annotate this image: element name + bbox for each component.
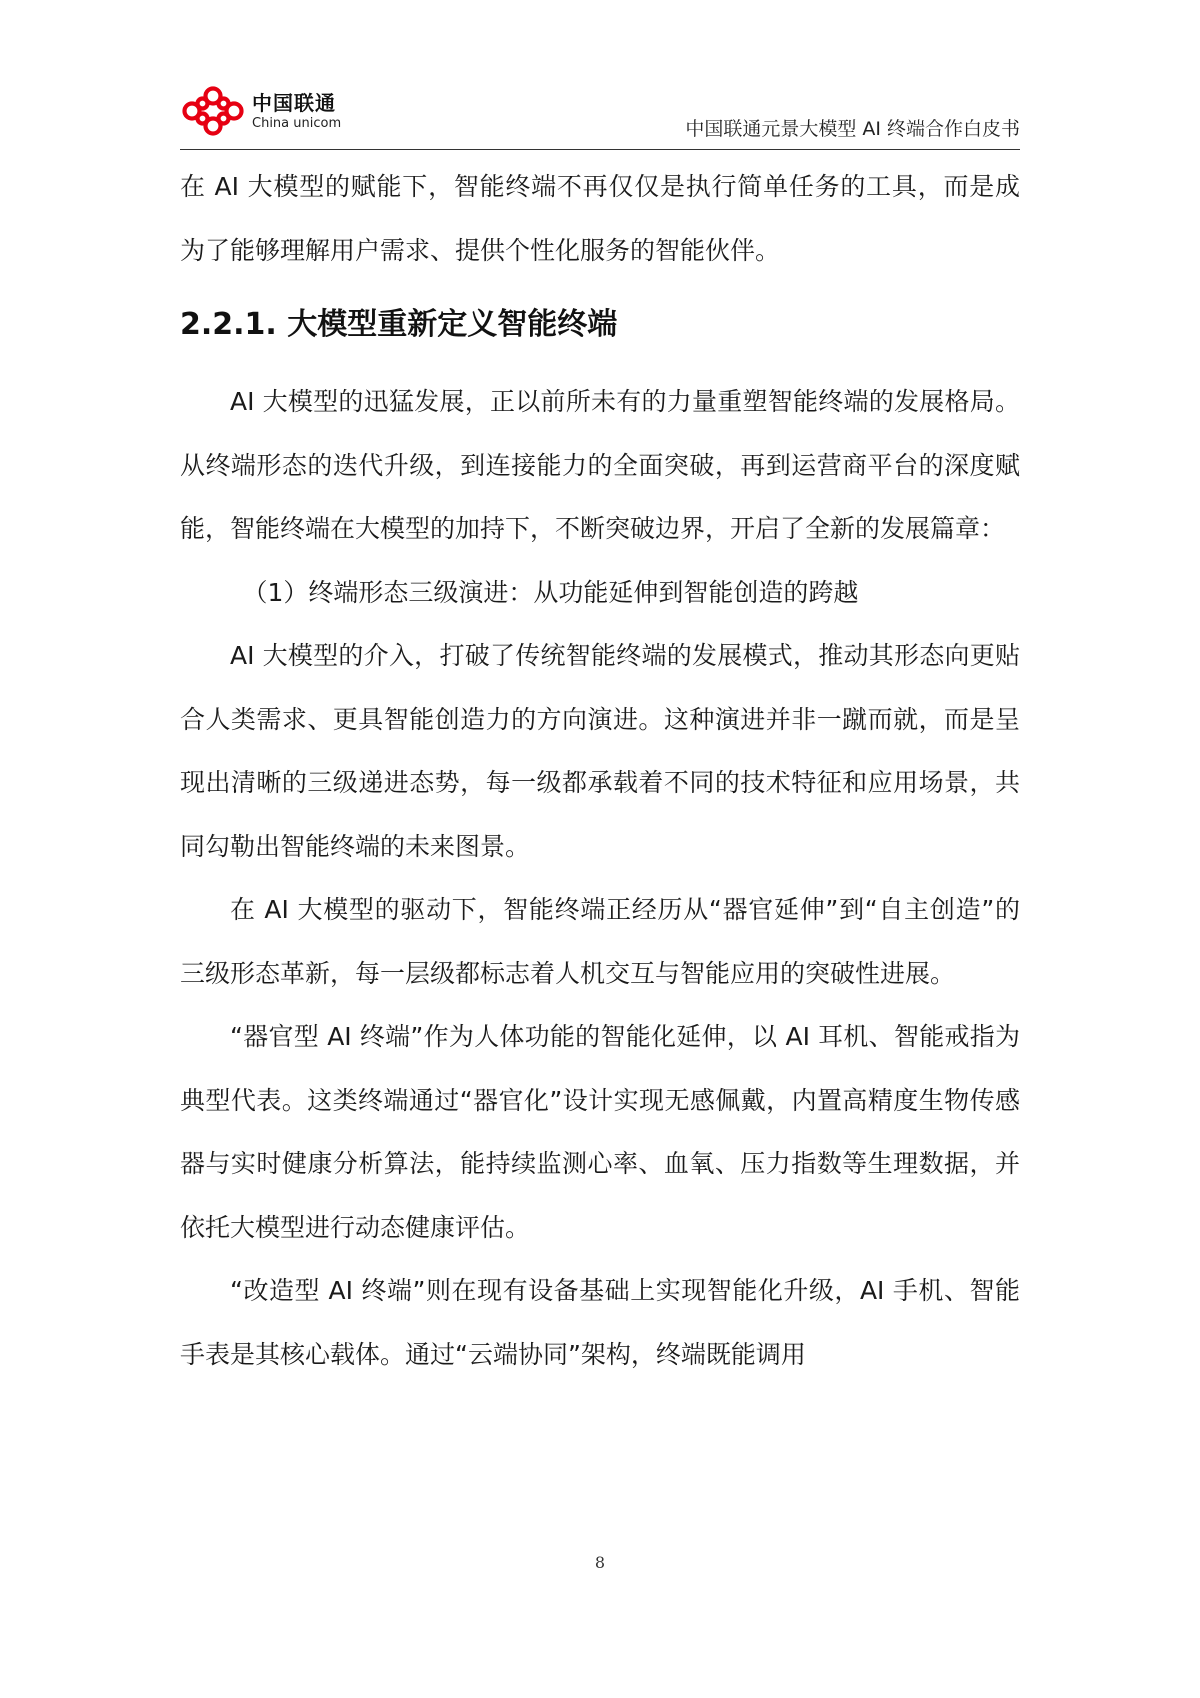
body-paragraph: 在 AI 大模型的驱动下，智能终端正经历从“器官延伸”到“自主创造”的三级形态革新，每一层级都标志着人机交互与智能应用的突破性进展。 bbox=[180, 895, 1020, 988]
section-heading: 2.2.1. 大模型重新定义智能终端 bbox=[180, 307, 618, 342]
body-paragraph: “改造型 AI 终端”则在现有设备基础上实现智能化升级，AI 手机、智能手表是其核心载体。通过“云端协同”架构，终端既能调用 bbox=[180, 1276, 1020, 1369]
body-paragraph: “器官型 AI 终端”作为人体功能的智能化延伸，以 AI 耳机、智能戒指为典型代表。这类终端通过“器官化”设计实现无感佩戴，内置高精度生物传感器与实时健康分析算法，能持续监测心率、血氧、压力指数等生理数据，并依托大模型进行动态健康评估。 bbox=[180, 1022, 1020, 1242]
sub-heading: （1）终端形态三级演进：从功能延伸到智能创造的跨越 bbox=[242, 577, 859, 607]
body-paragraph: AI 大模型的介入，打破了传统智能终端的发展模式，推动其形态向更贴合人类需求、更具智能创造力的方向演进。这种演进并非一蹴而就，而是呈现出清晰的三级递进态势，每一级都承载着不同的技术特征和应用场景，共同勾勒出智能终端的未来图景。 bbox=[180, 641, 1020, 861]
logo-english-name: China unicom bbox=[252, 115, 342, 131]
header-divider bbox=[180, 149, 1020, 150]
intro-paragraph: 在 AI 大模型的赋能下，智能终端不再仅仅是执行简单任务的工具，而是成为了能够理解用户需求、提供个性化服务的智能伙伴。 bbox=[180, 172, 1020, 265]
page-body bbox=[180, 155, 1020, 1386]
logo-chinese-name: 中国联通 bbox=[252, 90, 336, 115]
page-number: 8 bbox=[594, 1553, 606, 1572]
document-title: 中国联通元景大模型 AI 终端合作白皮书 bbox=[685, 118, 1020, 140]
body-paragraph: AI 大模型的迅猛发展，正以前所未有的力量重塑智能终端的发展格局。从终端形态的迭代升级，到连接能力的全面突破，再到运营商平台的深度赋能，智能终端在大模型的加持下，不断突破边界，开启了全新的发展篇章： bbox=[180, 387, 1020, 543]
unicom-knot-logo-icon bbox=[180, 84, 246, 138]
china-unicom-logo bbox=[180, 84, 341, 138]
